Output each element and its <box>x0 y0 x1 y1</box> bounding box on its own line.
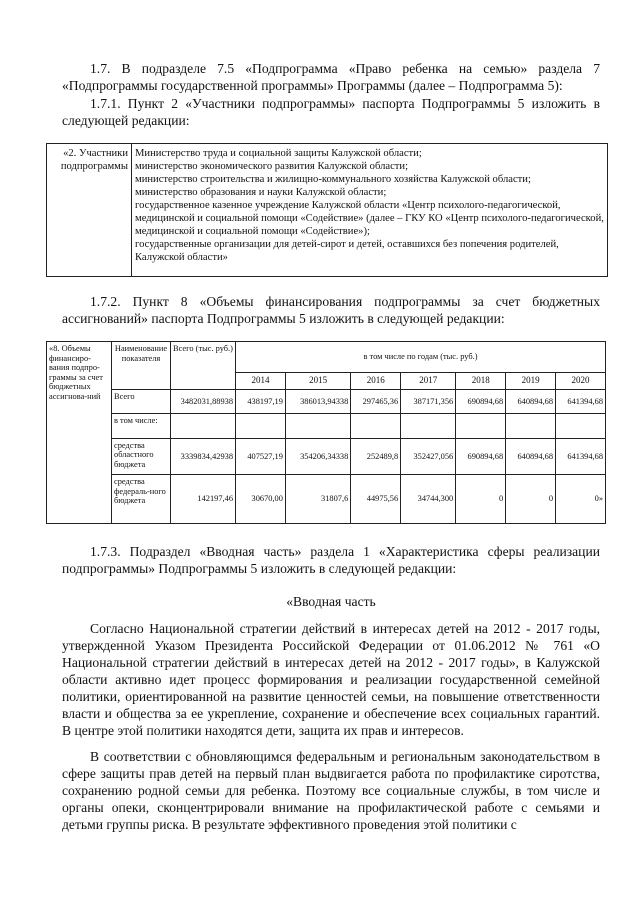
row-value <box>456 414 506 438</box>
row-value <box>285 414 350 438</box>
participant-line: государственные организации для детей-сирот и детей, оставшихся без попечения родителей, Калужской области» <box>135 239 559 263</box>
paragraph-1-7: 1.7. В подразделе 7.5 «Подпрограмма «Право ребенка на семью» раздела 7 «Подпрограммы государственной программы» Программы (далее – Подпрограмма 5): <box>62 61 600 93</box>
row-value: 354206,34338 <box>285 438 350 475</box>
participants-label: «2. Участники подпрограммы <box>47 144 132 277</box>
row-name: в том числе: <box>112 414 171 438</box>
year-header: 2016 <box>351 372 401 389</box>
participants-list <box>132 144 608 277</box>
participant-line: министерство экономического развития Калужской области; <box>135 161 409 172</box>
row-value: 352427,056 <box>401 438 456 475</box>
section-heading: «Вводная часть <box>286 594 376 609</box>
row-value: 641394,68 <box>556 389 606 413</box>
row-total: 142197,46 <box>171 475 236 524</box>
row-total <box>171 414 236 438</box>
row-value: 297465,36 <box>351 389 401 413</box>
row-value: 640894,68 <box>506 438 556 475</box>
row-name: Всего <box>112 389 171 413</box>
paragraph-1-7-3: 1.7.3. Подраздел «Вводная часть» раздела 1 «Характеристика сферы реализации подпрограммы» Подпрограммы 5 изложить в следующей редакции: <box>62 544 600 576</box>
row-value <box>506 414 556 438</box>
paragraph-intro-1: Согласно Национальной стратегии действий в интересах детей на 2012 - 2017 годы, утвержденной Указом Президента Российской Федерации от 01.06.2012 № 761 «О Национальной стратегии действий в интересах детей на 2012 - 2017 годы», в Калужской области активно идет процесс формирования и реализации государственной семейной политики, ориентированной на развитие ценностей семьи, на повышение ответственности власти и общества за ее укрепление, сохранение и обеспечение всех социальных гарантий. В центре этой политики находятся дети, защита их прав и интересов. <box>62 621 600 738</box>
paragraph-1-7-2: 1.7.2. Пункт 8 «Объемы финансирования подпрограммы за счет бюджетных ассигнований» паспорта Подпрограммы 5 изложить в следующей редакции: <box>62 294 600 326</box>
row-total: 3339834,42938 <box>171 438 236 475</box>
row-value: 44975,56 <box>351 475 401 524</box>
row-name: средства федераль-ного бюджета <box>112 475 171 524</box>
row-value <box>351 414 401 438</box>
row-value: 641394,68 <box>556 438 606 475</box>
row-value: 34744,300 <box>401 475 456 524</box>
participant-line: Министерство труда и социальной защиты Калужской области; <box>135 148 422 159</box>
year-header: 2014 <box>236 372 286 389</box>
year-header: 2019 <box>506 372 556 389</box>
row-value: 0» <box>556 475 606 524</box>
paragraph-1-7-1: 1.7.1. Пункт 2 «Участники подпрограммы» паспорта Подпрограммы 5 изложить в следующей редакции: <box>62 96 600 128</box>
row-value: 640894,68 <box>506 389 556 413</box>
row-name: средства областного бюджета <box>112 438 171 475</box>
participants-table <box>46 143 608 277</box>
financing-label: «8. Объемы финансиро-вания подпро-граммы за счет бюджетных ассигнова-ний <box>47 342 112 524</box>
row-value: 386013,94338 <box>285 389 350 413</box>
header-total: Всего (тыс. руб.) <box>171 342 236 390</box>
header-years-group: в том числе по годам (тыс. руб.) <box>236 342 606 373</box>
year-header: 2018 <box>456 372 506 389</box>
participant-line: министерство строительства и жилищно-коммунального хозяйства Калужской области; <box>135 174 531 185</box>
row-value: 31807,6 <box>285 475 350 524</box>
row-value: 690894,68 <box>456 389 506 413</box>
header-indicator: Наименование показателя <box>112 342 171 390</box>
year-header: 2020 <box>556 372 606 389</box>
row-value <box>556 414 606 438</box>
year-header: 2015 <box>285 372 350 389</box>
year-header: 2017 <box>401 372 456 389</box>
row-value: 690894,68 <box>456 438 506 475</box>
row-total: 3482031,88938 <box>171 389 236 413</box>
row-value: 0 <box>456 475 506 524</box>
financing-table <box>46 341 606 524</box>
row-value <box>401 414 456 438</box>
participant-line: государственное казенное учреждение Калужской области «Центр психолого-педагогической, медицинской и социальной помощи «Содействие» (далее – ГКУ КО «Центр психолого-педагогической, медицинской и социальной помощи «Содействие»); <box>135 200 604 237</box>
row-value <box>236 414 286 438</box>
row-value: 252489,8 <box>351 438 401 475</box>
row-value: 407527,19 <box>236 438 286 475</box>
participant-line: министерство образования и науки Калужской области; <box>135 187 387 198</box>
row-value: 30670,00 <box>236 475 286 524</box>
row-value: 438197,19 <box>236 389 286 413</box>
row-value: 387171,356 <box>401 389 456 413</box>
row-value: 0 <box>506 475 556 524</box>
paragraph-intro-2: В соответствии с обновляющимся федеральным и региональным законодательством в сфере защиты прав детей на первый план выдвигается работа по профилактике сиротства, сохранению родной семьи для ребенка. Поэтому все социальные службы, в том числе и органы опеки, сконцентрировали внимание на профилактической работе с семьями и детьми группы риска. В результате эффективного проведения этой политики с <box>62 749 600 832</box>
